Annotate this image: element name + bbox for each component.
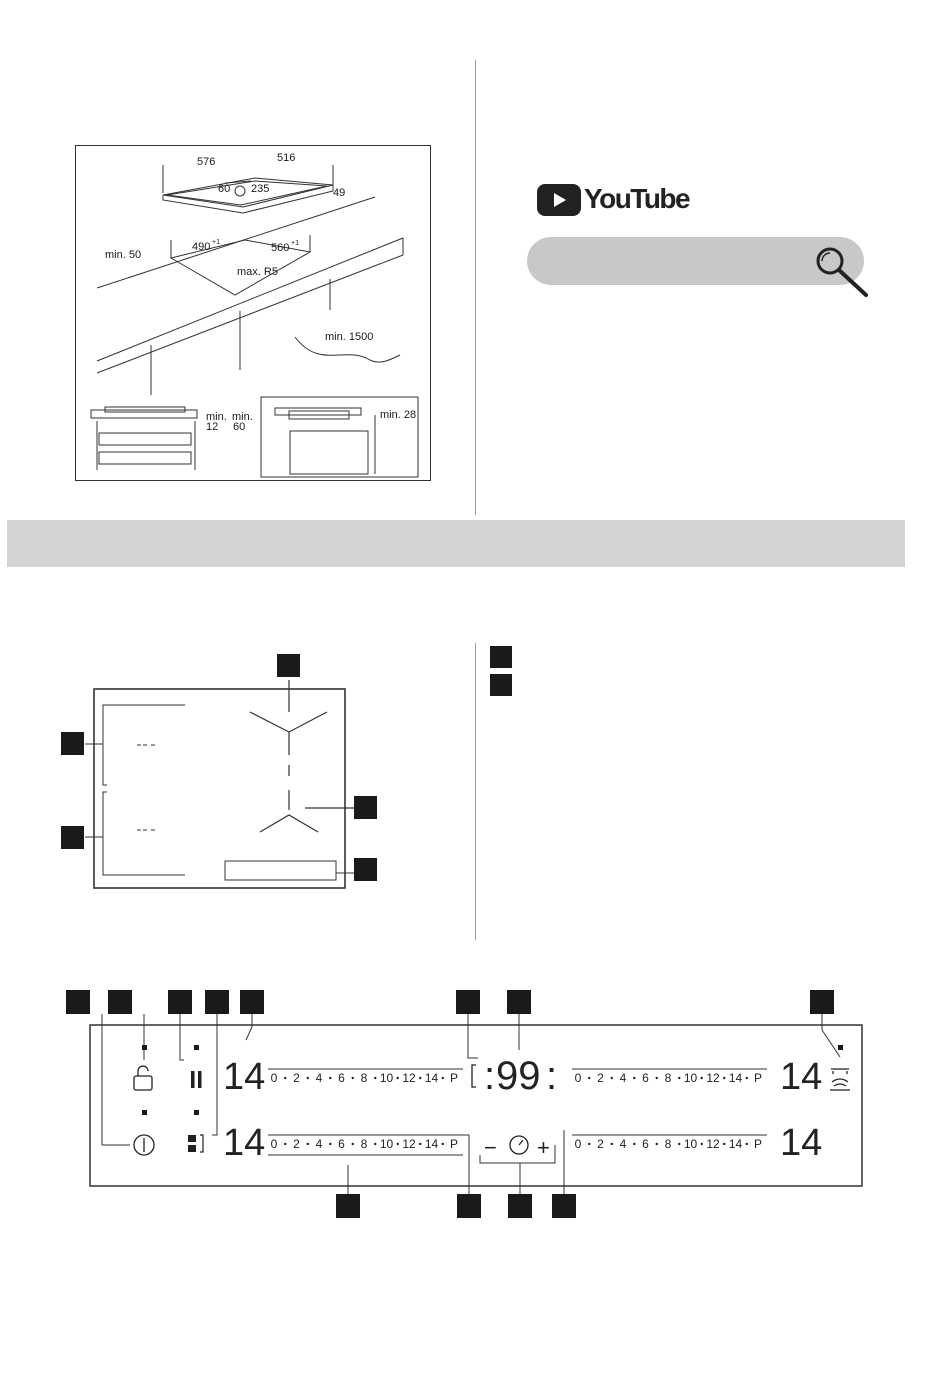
control-panel-outline bbox=[225, 861, 336, 880]
scale-label[interactable]: 12 bbox=[706, 1071, 720, 1085]
timer-minus-button[interactable]: − bbox=[484, 1135, 497, 1160]
dim-cutout-d: 560 bbox=[271, 242, 290, 254]
dim-offset-a: 60 bbox=[218, 183, 231, 195]
scale-dot bbox=[588, 1143, 590, 1145]
scale-label[interactable]: 8 bbox=[664, 1137, 672, 1151]
dim-min-side: min. 28 bbox=[380, 409, 417, 421]
scale-dot bbox=[397, 1077, 399, 1079]
youtube-logo-text: YouTube bbox=[584, 183, 690, 214]
dim-height: 49 bbox=[333, 187, 346, 199]
scale-label[interactable]: 2 bbox=[597, 1071, 604, 1085]
callout-2 bbox=[61, 732, 84, 755]
scale-label[interactable]: 14 bbox=[728, 1137, 743, 1151]
callout-4 bbox=[354, 796, 377, 819]
scale-label[interactable]: 0 bbox=[574, 1137, 582, 1151]
scale-dot bbox=[656, 1143, 658, 1145]
scale-dot bbox=[329, 1143, 331, 1145]
dim-offset-b: 235 bbox=[251, 183, 270, 195]
youtube-play-icon bbox=[537, 184, 581, 216]
dim-radius: max. R5 bbox=[237, 266, 278, 278]
callout-bottom-3 bbox=[508, 1194, 532, 1218]
scale-dot bbox=[329, 1077, 331, 1079]
timer-plus-button[interactable]: + bbox=[537, 1135, 550, 1160]
scale-label[interactable]: 10 bbox=[379, 1137, 394, 1151]
section-header-band bbox=[7, 520, 905, 567]
scale-label[interactable]: P bbox=[753, 1071, 763, 1085]
power-icon[interactable] bbox=[134, 1135, 154, 1155]
scale-label[interactable]: 4 bbox=[315, 1071, 323, 1085]
scale-label[interactable]: 10 bbox=[379, 1071, 394, 1085]
callout-top-3 bbox=[168, 990, 192, 1014]
dim-cable: min. 1500 bbox=[325, 331, 374, 343]
scale-dot bbox=[701, 1077, 703, 1079]
scale-label[interactable]: 4 bbox=[315, 1137, 323, 1151]
scale-dot bbox=[284, 1143, 286, 1145]
top-callouts bbox=[66, 990, 834, 1014]
scale-dot bbox=[746, 1143, 748, 1145]
scale-label[interactable]: 14 bbox=[424, 1137, 439, 1151]
callout-top-8 bbox=[810, 990, 834, 1014]
scale-dot bbox=[352, 1143, 354, 1145]
scale-label[interactable]: 6 bbox=[642, 1137, 649, 1151]
zone-marks bbox=[137, 745, 155, 830]
scale-dot bbox=[284, 1077, 286, 1079]
zone-brackets bbox=[85, 705, 185, 875]
scale-dot bbox=[307, 1143, 309, 1145]
scale-dot bbox=[397, 1143, 399, 1145]
timer-clock-icon[interactable] bbox=[510, 1136, 528, 1154]
hob-layout-diagram bbox=[55, 650, 385, 895]
scale-label[interactable]: P bbox=[753, 1137, 763, 1151]
scale-dot bbox=[633, 1143, 635, 1145]
callout-top-7 bbox=[507, 990, 531, 1014]
dim-min-edge: min. 50 bbox=[105, 249, 142, 261]
dim-cutout-d-tol: +1 bbox=[291, 240, 299, 247]
hob-to-hood-icon[interactable] bbox=[830, 1069, 850, 1090]
callout-top-6 bbox=[456, 990, 480, 1014]
scale-label[interactable]: 0 bbox=[270, 1071, 278, 1085]
bottom-callouts bbox=[336, 1194, 576, 1218]
power-level-scale-1[interactable] bbox=[268, 1069, 463, 1085]
callout-bottom-1 bbox=[336, 1194, 360, 1218]
callout-1 bbox=[277, 654, 300, 677]
callout-top-5 bbox=[240, 990, 264, 1014]
scale-label[interactable]: 6 bbox=[338, 1137, 345, 1151]
hob-outline bbox=[94, 689, 345, 888]
scale-dot bbox=[352, 1077, 354, 1079]
dim-min-label-a: min. bbox=[206, 411, 227, 423]
dim-cutout-w-tol: +1 bbox=[212, 239, 220, 246]
dim-min-value-a: 12 bbox=[206, 421, 219, 433]
power-level-scale-4[interactable] bbox=[572, 1135, 767, 1151]
bridge-icon[interactable] bbox=[188, 1135, 203, 1152]
scale-dot bbox=[588, 1077, 590, 1079]
scale-label[interactable]: 8 bbox=[664, 1071, 672, 1085]
scale-label[interactable]: 6 bbox=[338, 1071, 345, 1085]
scale-label[interactable]: 12 bbox=[706, 1137, 720, 1151]
scale-label[interactable]: P bbox=[449, 1071, 459, 1085]
legend-callout-1 bbox=[490, 646, 512, 668]
zone-y-marks bbox=[250, 680, 355, 832]
scale-label[interactable]: 8 bbox=[360, 1137, 368, 1151]
callout-5 bbox=[354, 858, 377, 881]
installation-diagram bbox=[75, 145, 431, 481]
control-panel-diagram bbox=[60, 985, 900, 1225]
scale-label[interactable]: 2 bbox=[293, 1071, 300, 1085]
timer-colon-right: : bbox=[546, 1054, 558, 1098]
scale-label[interactable]: 10 bbox=[683, 1071, 698, 1085]
scale-label[interactable]: 2 bbox=[597, 1137, 604, 1151]
pause-icon[interactable] bbox=[191, 1071, 202, 1088]
scale-label[interactable]: 2 bbox=[293, 1137, 300, 1151]
scale-dot bbox=[611, 1143, 613, 1145]
callout-top-2 bbox=[108, 990, 132, 1014]
dim-min-label-b: min. bbox=[232, 411, 253, 423]
scale-label[interactable]: 0 bbox=[574, 1071, 582, 1085]
scale-dot bbox=[374, 1143, 376, 1145]
dim-depth: 516 bbox=[277, 152, 296, 164]
lock-icon[interactable] bbox=[134, 1066, 152, 1090]
scale-dot bbox=[746, 1077, 748, 1079]
callout-top-4 bbox=[205, 990, 229, 1014]
scale-label[interactable]: 6 bbox=[642, 1071, 649, 1085]
level-display-1: 14 bbox=[223, 1056, 266, 1098]
timer-colon-left: : bbox=[484, 1054, 496, 1098]
leader-lines bbox=[102, 1014, 840, 1194]
scale-dot bbox=[307, 1077, 309, 1079]
dim-min-value-b: 60 bbox=[233, 421, 246, 433]
dim-cutout-w: 490 bbox=[192, 241, 211, 253]
control-panel-frame bbox=[90, 1025, 862, 1186]
callout-3 bbox=[61, 826, 84, 849]
scale-dot bbox=[419, 1077, 421, 1079]
scale-dot bbox=[442, 1143, 444, 1145]
scale-label[interactable]: 14 bbox=[424, 1071, 439, 1085]
scale-label[interactable]: 0 bbox=[270, 1137, 278, 1151]
callout-bottom-2 bbox=[457, 1194, 481, 1218]
scale-label[interactable]: 8 bbox=[360, 1071, 368, 1085]
scale-dot bbox=[678, 1077, 680, 1079]
callout-top-1 bbox=[66, 990, 90, 1014]
scale-label[interactable]: 4 bbox=[619, 1137, 627, 1151]
magnifier-icon[interactable] bbox=[810, 242, 874, 302]
scale-label[interactable]: P bbox=[449, 1137, 459, 1151]
scale-dot bbox=[656, 1077, 658, 1079]
timer-display: 99 bbox=[496, 1054, 541, 1098]
scale-dot bbox=[442, 1077, 444, 1079]
scale-dot bbox=[374, 1077, 376, 1079]
scale-label[interactable]: 14 bbox=[728, 1071, 743, 1085]
scale-dot bbox=[723, 1077, 725, 1079]
level-display-3: 14 bbox=[780, 1056, 823, 1098]
scale-dot bbox=[678, 1143, 680, 1145]
power-level-scale-2[interactable] bbox=[268, 1135, 463, 1155]
dim-width: 576 bbox=[197, 156, 216, 168]
callout-bottom-4 bbox=[552, 1194, 576, 1218]
scale-dot bbox=[611, 1077, 613, 1079]
scale-label[interactable]: 12 bbox=[402, 1137, 416, 1151]
scale-dot bbox=[701, 1143, 703, 1145]
scale-dot bbox=[419, 1143, 421, 1145]
legend-callout-2 bbox=[490, 674, 512, 696]
scale-label[interactable]: 12 bbox=[402, 1071, 416, 1085]
column-divider-middle bbox=[475, 643, 476, 940]
scale-dot bbox=[633, 1077, 635, 1079]
scale-label[interactable]: 4 bbox=[619, 1071, 627, 1085]
scale-dot bbox=[723, 1143, 725, 1145]
scale-label[interactable]: 10 bbox=[683, 1137, 698, 1151]
level-display-4: 14 bbox=[780, 1122, 823, 1164]
timer-controls bbox=[472, 1065, 476, 1087]
power-level-scale-3[interactable] bbox=[572, 1069, 767, 1085]
level-display-2: 14 bbox=[223, 1122, 266, 1164]
column-divider-top bbox=[475, 60, 476, 515]
